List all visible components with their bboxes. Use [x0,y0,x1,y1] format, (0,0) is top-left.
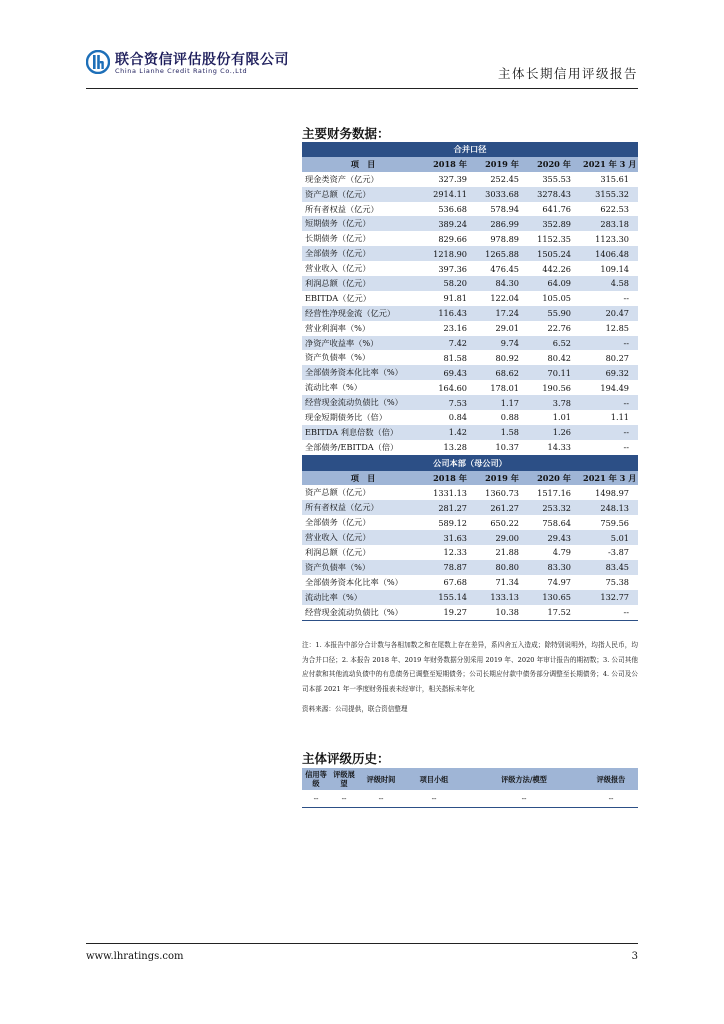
row-value: 252.45 [476,172,528,187]
row-label: 全部债务（亿元） [302,515,424,530]
row-value: 67.68 [424,575,476,590]
row-value: 55.90 [528,306,580,321]
row-value: 1517.16 [528,485,580,500]
row-value: 29.43 [528,530,580,545]
row-value: 1331.13 [424,485,476,500]
history-cell: -- [464,790,584,808]
row-value: 7.53 [424,395,476,410]
row-label: 经营现金流动负债比（%） [302,395,424,410]
row-label: 利润总额（亿元） [302,276,424,291]
table-section-heading: 公司本部（母公司） [302,455,638,470]
row-value: 1.58 [476,425,528,440]
data-source: 资料来源：公司提供，联合资信整理 [302,705,408,713]
table-row [302,560,638,575]
row-value: 70.11 [528,365,580,380]
row-value: 29.01 [476,321,528,336]
row-label: 现金类资产（亿元） [302,172,424,187]
footer-url[interactable]: www.lhratings.com [86,951,184,962]
table-row [302,261,638,276]
row-value: 281.27 [424,500,476,515]
row-value: 389.24 [424,216,476,231]
row-value: 248.13 [580,500,638,515]
financial-table [302,142,638,621]
row-value: 155.14 [424,590,476,605]
row-value: 578.94 [476,202,528,217]
table-row [302,291,638,306]
row-value: 829.66 [424,231,476,246]
column-header-cell: 项 目 [302,157,424,172]
row-label: 资产负债率（%） [302,560,424,575]
history-header-cell: 信用等级 [302,768,330,790]
row-value: 1152.35 [528,231,580,246]
company-name-en: China Lianhe Credit Rating Co.,Ltd [115,67,248,75]
row-value: 80.92 [476,350,528,365]
row-value: 1.42 [424,425,476,440]
row-value: 23.16 [424,321,476,336]
table-row [302,575,638,590]
history-header-row [302,768,638,790]
row-value: 12.33 [424,545,476,560]
table-row [302,410,638,425]
history-row [302,790,638,808]
table-row [302,336,638,351]
row-value: 10.37 [476,440,528,455]
row-value: 622.53 [580,202,638,217]
row-value: 758.64 [528,515,580,530]
row-value: 4.58 [580,276,638,291]
row-value: 442.26 [528,261,580,276]
row-value: 14.33 [528,440,580,455]
row-value: 194.49 [580,380,638,395]
row-value: 3.78 [528,395,580,410]
row-value: -- [580,605,638,620]
row-value: 536.68 [424,202,476,217]
row-value: 74.97 [528,575,580,590]
row-value: 116.43 [424,306,476,321]
column-header-cell: 2020 年 [528,471,580,486]
table-column-header [302,471,638,486]
row-value: 352.89 [528,216,580,231]
footer-divider [86,943,638,944]
table-row [302,380,638,395]
row-value: 83.30 [528,560,580,575]
column-header-cell: 2020 年 [528,157,580,172]
row-value: 253.32 [528,500,580,515]
row-label: 营业收入（亿元） [302,530,424,545]
row-value: 641.76 [528,202,580,217]
row-value: 19.27 [424,605,476,620]
history-cell: -- [302,790,330,808]
row-value: 315.61 [580,172,638,187]
table-row [302,231,638,246]
row-value: 286.99 [476,216,528,231]
row-value: 109.14 [580,261,638,276]
row-label: 现金短期债务比（倍） [302,410,424,425]
row-value: -- [580,440,638,455]
row-value: 0.84 [424,410,476,425]
row-value: -- [580,395,638,410]
row-label: 营业利润率（%） [302,321,424,336]
row-value: 283.18 [580,216,638,231]
row-value: 978.89 [476,231,528,246]
row-value: 105.05 [528,291,580,306]
row-value: 3033.68 [476,187,528,202]
row-value: 10.38 [476,605,528,620]
row-value: 327.39 [424,172,476,187]
row-value: 84.30 [476,276,528,291]
row-value: 650.22 [476,515,528,530]
column-header-cell: 2021 年 3 月 [580,471,638,486]
row-value: 759.56 [580,515,638,530]
row-label: 短期债务（亿元） [302,216,424,231]
table-row [302,500,638,515]
row-value: 1360.73 [476,485,528,500]
row-label: EBITDA（亿元） [302,291,424,306]
history-cell: -- [584,790,638,808]
rating-history-table [302,768,638,808]
table-row [302,306,638,321]
row-value: 31.63 [424,530,476,545]
row-label: 全部债务（亿元） [302,246,424,261]
row-value: 133.13 [476,590,528,605]
row-value: 22.76 [528,321,580,336]
lianhe-logo-icon [86,50,110,74]
row-value: 80.42 [528,350,580,365]
row-value: 1.17 [476,395,528,410]
row-value: 80.80 [476,560,528,575]
financial-section-title: 主要财务数据： [302,126,390,141]
table-row [302,530,638,545]
table-row [302,425,638,440]
table-row [302,216,638,231]
row-label: 营业收入（亿元） [302,261,424,276]
table-section-heading: 合并口径 [302,142,638,157]
consolidated-band [302,142,638,157]
row-value: 83.45 [580,560,638,575]
row-value: 1218.90 [424,246,476,261]
row-value: 1.01 [528,410,580,425]
table-row [302,485,638,500]
row-value: 3155.32 [580,187,638,202]
row-value: 6.52 [528,336,580,351]
row-value: 1505.24 [528,246,580,261]
column-header-cell: 2018 年 [424,157,476,172]
row-value: 7.42 [424,336,476,351]
row-value: 178.01 [476,380,528,395]
row-label: 全部债务资本化比率（%） [302,365,424,380]
table-row [302,321,638,336]
row-value: 2914.11 [424,187,476,202]
parent-company-band [302,455,638,470]
page-header [86,44,638,89]
column-header-cell: 2021 年 3 月 [580,157,638,172]
table-column-header [302,157,638,172]
row-value: 3278.43 [528,187,580,202]
row-value: 261.27 [476,500,528,515]
row-value: 68.62 [476,365,528,380]
row-label: 经营性净现金流（亿元） [302,306,424,321]
row-value: 13.28 [424,440,476,455]
table-row [302,365,638,380]
row-label: 所有者权益（亿元） [302,202,424,217]
history-header-cell: 评级时间 [358,768,404,790]
history-header-cell: 评级方法/模型 [464,768,584,790]
history-cell: -- [358,790,404,808]
table-row [302,440,638,455]
table-row [302,545,638,560]
row-value: 69.32 [580,365,638,380]
row-value: -- [580,291,638,306]
row-value: 9.74 [476,336,528,351]
row-value: 80.27 [580,350,638,365]
row-value: 1123.30 [580,231,638,246]
row-label: 利润总额（亿元） [302,545,424,560]
row-value: 20.47 [580,306,638,321]
row-value: 29.00 [476,530,528,545]
rating-history-title: 主体评级历史： [302,751,390,766]
history-cell: -- [404,790,464,808]
row-value: 12.85 [580,321,638,336]
history-cell: -- [330,790,358,808]
row-label: 资产总额（亿元） [302,187,424,202]
row-value: 71.34 [476,575,528,590]
table-row [302,172,638,187]
row-value: 69.43 [424,365,476,380]
row-value: 589.12 [424,515,476,530]
table-row [302,246,638,261]
row-value: 1.26 [528,425,580,440]
row-label: 资产负债率（%） [302,350,424,365]
row-value: 476.45 [476,261,528,276]
table-row [302,605,638,620]
row-value: 78.87 [424,560,476,575]
row-value: 64.09 [528,276,580,291]
row-value: 122.04 [476,291,528,306]
row-value: 1498.97 [580,485,638,500]
row-label: 流动比率（%） [302,380,424,395]
column-header-cell: 2018 年 [424,471,476,486]
row-value: 0.88 [476,410,528,425]
row-value: -3.87 [580,545,638,560]
row-value: 75.38 [580,575,638,590]
row-value: 1406.48 [580,246,638,261]
row-value: 164.60 [424,380,476,395]
row-value: 190.56 [528,380,580,395]
table-row [302,350,638,365]
row-value: 17.24 [476,306,528,321]
row-label: 净资产收益率（%） [302,336,424,351]
history-header-cell: 项目小组 [404,768,464,790]
row-value: 58.20 [424,276,476,291]
row-label: 流动比率（%） [302,590,424,605]
history-header-cell: 评级报告 [584,768,638,790]
table-row [302,276,638,291]
row-label: EBITDA 利息倍数（倍） [302,425,424,440]
row-value: 17.52 [528,605,580,620]
row-value: 132.77 [580,590,638,605]
row-value: 1265.88 [476,246,528,261]
company-name-cn: 联合资信评估股份有限公司 [115,52,289,68]
column-header-cell: 项 目 [302,471,424,486]
row-value: -- [580,336,638,351]
row-value: 4.79 [528,545,580,560]
row-value: 5.01 [580,530,638,545]
column-header-cell: 2019 年 [476,471,528,486]
row-label: 经营现金流动负债比（%） [302,605,424,620]
page-number: 3 [631,951,638,962]
row-label: 长期债务（亿元） [302,231,424,246]
row-label: 全部债务资本化比率（%） [302,575,424,590]
row-value: 355.53 [528,172,580,187]
row-value: 21.88 [476,545,528,560]
row-value: 81.58 [424,350,476,365]
row-value: 130.65 [528,590,580,605]
report-title: 主体长期信用评级报告 [497,66,638,81]
row-label: 所有者权益（亿元） [302,500,424,515]
row-label: 全部债务/EBITDA（倍） [302,440,424,455]
table-row [302,590,638,605]
table-row [302,202,638,217]
table-row [302,515,638,530]
row-value: 91.81 [424,291,476,306]
row-label: 资产总额（亿元） [302,485,424,500]
row-value: 397.36 [424,261,476,276]
history-header-cell: 评级展望 [330,768,358,790]
table-notes: 注：1. 本报告中部分合计数与各相加数之和在尾数上存在差异，系四舍五入造成；除特别说明外，均指人民币，均为合并口径；2. 本报告 2018 年、2019 年财务数据分别采用 2019 年、2020 年审计报告的期初数；3. 公司其他应付款和其他流动负债中的有息债务已调整至短期债务；公司长期应付款中债务部分调整至长期债务；4. 公司及公司本部 2021 年一季度财务报表未经审计，相关指标未年化 [302,641,638,693]
table-row [302,187,638,202]
row-value: -- [580,425,638,440]
table-row [302,395,638,410]
column-header-cell: 2019 年 [476,157,528,172]
row-value: 1.11 [580,410,638,425]
